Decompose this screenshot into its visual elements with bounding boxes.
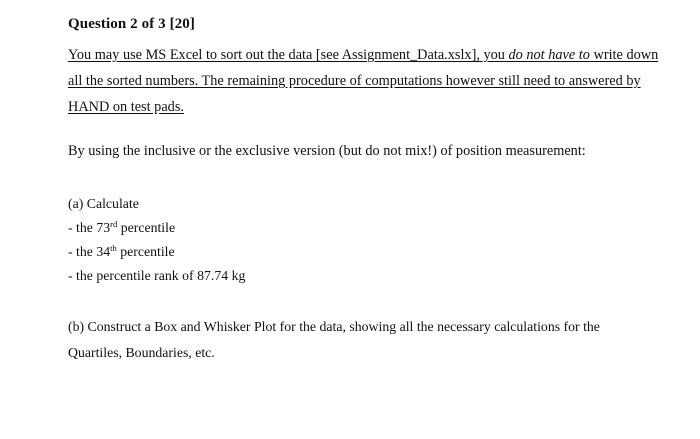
item-34th-text: - the 34 <box>68 244 111 259</box>
part-a-item-73rd <box>68 216 245 240</box>
item-73rd-suffix: rd <box>110 219 118 229</box>
excel-note <box>68 42 660 120</box>
part-a <box>68 192 245 288</box>
part-a-title: (a) Calculate <box>68 196 139 211</box>
item-34th-label: percentile <box>116 244 175 259</box>
question-heading: Question 2 of 3 [20] <box>68 16 195 32</box>
instruction-text: By using the inclusive or the exclusive version (but do not mix!) of position measurement: <box>68 143 586 159</box>
item-73rd-label: percentile <box>117 220 176 235</box>
part-b-line-2: Quartiles, Boundaries, etc. <box>68 345 215 360</box>
note-line-1-end: write down <box>589 47 659 63</box>
item-73rd-text: - the 73 <box>68 220 111 235</box>
part-b-line-1: (b) Construct a Box and Whisker Plot for the data, showing all the necessary calculations for the <box>68 319 600 334</box>
note-line-3: HAND on test pads. <box>68 99 184 115</box>
part-a-item-rank: - the percentile rank of 87.74 kg <box>68 268 246 283</box>
part-b <box>68 314 668 366</box>
note-line-1 <box>68 42 660 68</box>
note-line-2: all the sorted numbers. The remaining procedure of computations however still need to answered by <box>68 73 641 89</box>
note-line-1-start: You may use MS Excel to sort out the data [see Assignment_Data.xslx], you <box>68 47 509 63</box>
note-emphasis: do not have to <box>508 47 590 63</box>
item-34th-suffix: th <box>110 243 117 253</box>
part-a-item-34th <box>68 240 245 264</box>
